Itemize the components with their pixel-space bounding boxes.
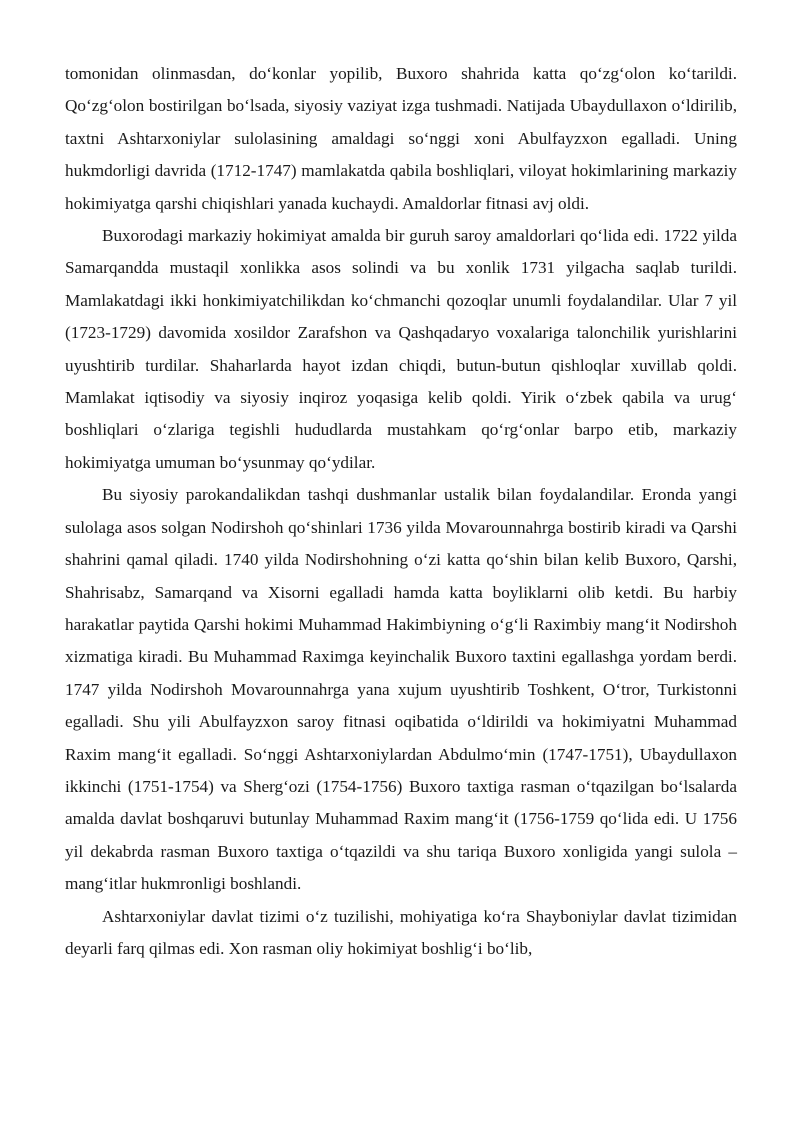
paragraph-2: Buxorodagi markaziy hokimiyat amalda bir guruh saroy amaldorlari qo‘lida edi. 1722 yilda Samarqandda mustaqil xonlikka asos solindi va bu xonlik 1731 yilgacha saqlab turildi. Mamlakatdagi ikki honkimiyatchilikdan ko‘chmanchi qozoqlar unumli foydalandilar. Ular 7 yil (1723-1729) davomida xosildor Zarafshon va Qashqadaryo voxalariga talonchilik yurishlarini uyushtirib turdilar. Shaharlarda hayot izdan chiqdi, butun-butun qishloqlar xuvillab qoldi. Mamlakat iqtisodiy va siyosiy inqiroz yoqasiga kelib qoldi. Yirik o‘zbek qabila va urug‘ boshliqlari o‘zlariga tegishli hududlarda mustahkam qo‘rg‘onlar barpo etib, markaziy hokimiyatga umuman bo‘ysunmay qo‘ydilar. [65, 226, 737, 472]
paragraph-1: tomonidan olinmasdan, do‘konlar yopilib, Buxoro shahrida katta qo‘zg‘olon ko‘tarildi. Qo‘zg‘olon bostirilgan bo‘lsada, siyosiy vaziyat izga tushmadi. Natijada Ubaydullaxon o‘ldirilib, taxtni Ashtarxoniylar sulolasining amaldagi so‘nggi xoni Abulfayzxon egalladi. Uning hukmdorligi davrida (1712-1747) mamlakatda qabila boshliqlari, viloyat hokimlarining markaziy hokimiyatga qarshi chiqishlari yanada kuchaydi. Amaldorlar fitnasi avj oldi. [65, 64, 737, 213]
paragraph-3: Bu siyosiy parokandalikdan tashqi dushmanlar ustalik bilan foydalandilar. Eronda yangi sulolaga asos solgan Nodirshoh qo‘shinlari 1736 yilda Movarounnahrga bostirib kiradi va Qarshi shahrini qamal qiladi. 1740 yilda Nodirshohning o‘zi katta qo‘shin bilan kelib Buxoro, Qarshi, Shahrisabz, Samarqand va Xisorni egalladi hamda katta boyliklarni olib ketdi. Bu harbiy harakatlar paytida Qarshi hokimi Muhammad Hakimbiyning o‘g‘li Raximbiy mang‘it Nodirshoh xizmatiga kiradi. Bu Muhammad Raximga keyinchalik Buxoro taxtini egallashga yordam berdi. 1747 yilda Nodirshoh Movarounnahrga yana xujum uyushtirib Toshkent, O‘tror, Turkistonni egalladi. Shu yili Abulfayzxon saroy fitnasi oqibatida o‘ldirildi va hokimiyatni Muhammad Raxim mang‘it egalladi. So‘nggi Ashtarxoniylardan Abdulmo‘min (1747-1751), Ubaydullaxon ikkinchi (1751-1754) va Sherg‘ozi (1754-1756) Buxoro taxtiga rasman o‘tqazilgan bo‘lsalarda amalda davlat boshqaruvi butunlay Muhammad Raxim mang‘it (1756-1759 qo‘lida edi. U 1756 yil dekabrda rasman Buxoro taxtiga o‘tqazildi va shu tariqa Buxoro xonligida yangi sulola – mang‘itlar hukmronligi boshlandi. [65, 485, 737, 894]
document-page [65, 58, 737, 965]
paragraph-4: Ashtarxoniylar davlat tizimi o‘z tuzilishi, mohiyatiga ko‘ra Shayboniylar davlat tizimidan deyarli farq qilmas edi. Xon rasman oliy hokimiyat boshlig‘i bo‘lib, [65, 906, 737, 958]
